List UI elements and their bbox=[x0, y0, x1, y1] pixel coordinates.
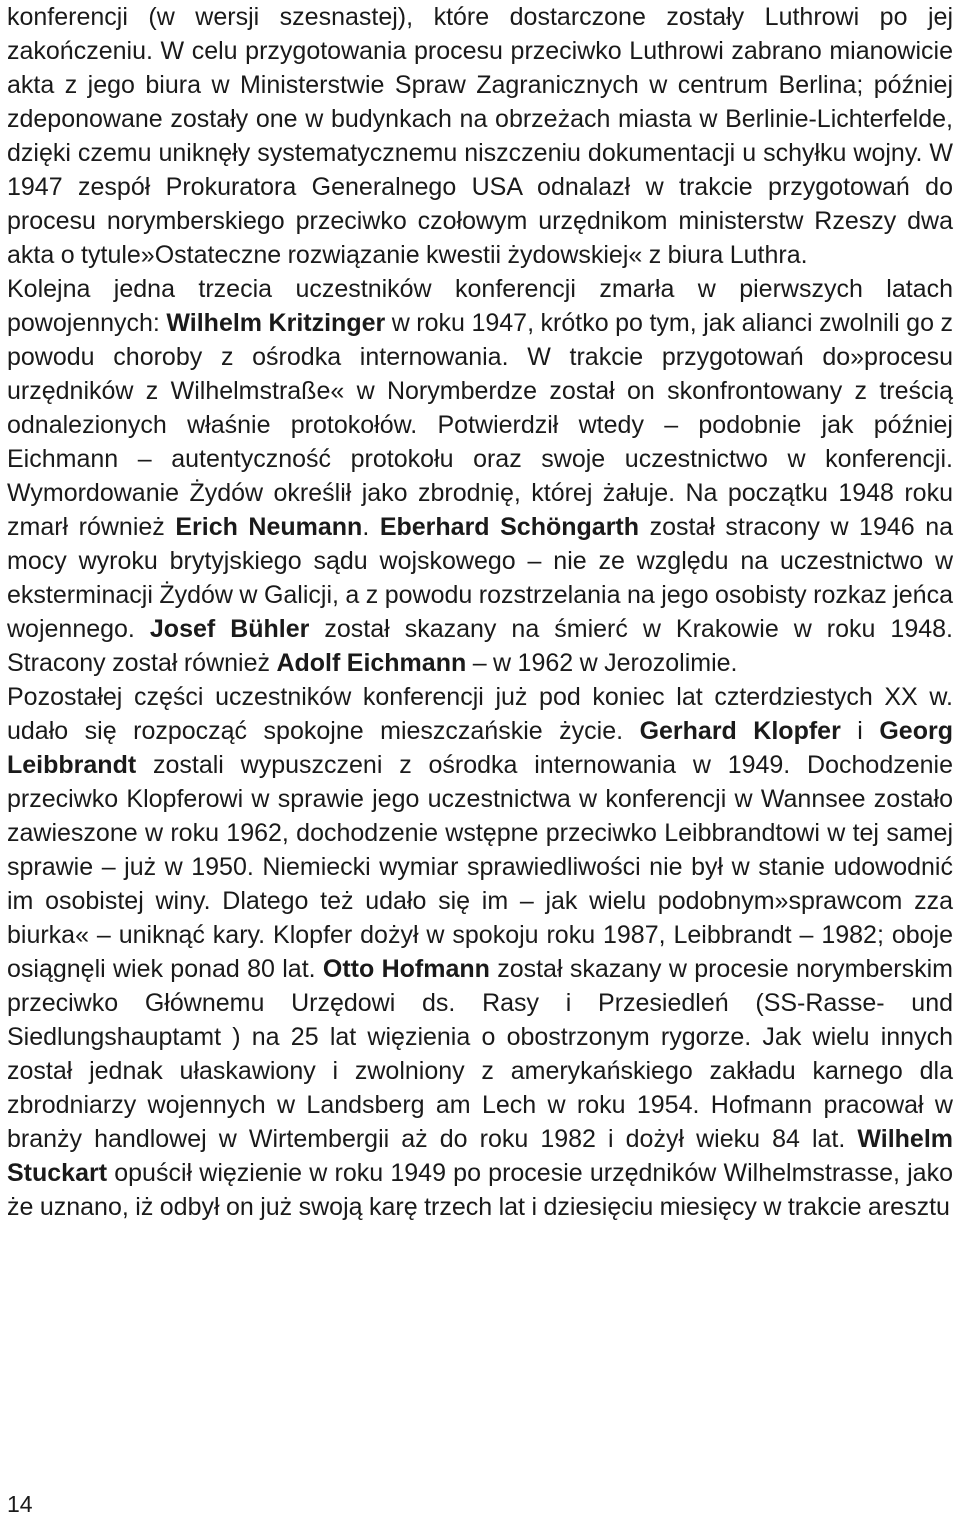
text-run: Pozostałej części uczestników konferencji już pod koniec lat czterdziestych XX w. udało się rozpocząć spokojne mieszczańskie życie. bbox=[7, 683, 953, 745]
bold-name: Wilhelm Stuckart bbox=[7, 1125, 953, 1187]
bold-name: Josef Bühler bbox=[149, 615, 310, 643]
bold-name: Gerhard Klopfer bbox=[639, 717, 841, 745]
text-run: został skazany na śmierć w Krakowie w roku 1948. Stracony został również bbox=[7, 615, 953, 677]
text-run: konferencji (w wersji szesnastej), które dostarczone zostały Luthrowi po jej zakończeniu. W celu przygotowania procesu przeciwko Luthrowi zabrano mianowicie akta z jego biura w Ministerstwie Spraw Zagranicznych w centrum Berlina; później zdeponowane zostały one w budynkach na obrzeżach miasta w Berlinie-Lichterfelde, dzięki czemu uniknęły systematycznemu niszczeniu dokumentacji u schyłku wojny. W 1947 zespół Prokuratora Generalnego USA odnalazł w trakcie przygotowań do procesu norymberskiego przeciwko czołowym urzędnikom ministerstw Rzeszy dwa akta o tytule»Ostateczne rozwiązanie kwestii żydowskiej« z biura Luthra. bbox=[7, 3, 953, 269]
bold-name: Eberhard Schöngarth bbox=[379, 513, 640, 541]
body-text bbox=[7, 0, 953, 1224]
text-run: w roku 1947, krótko po tym, jak alianci zwolnili go z powodu choroby z ośrodka internowania. W trakcie przygotowań do»procesu urzędników z Wilhelmstraße« w Norymberdze został on skonfrontowany z treścią odnalezionych właśnie protokołów. Potwierdził wtedy – podobnie jak później Eichmann – autentyczność protokołu oraz swoje uczestnictwo w konferencji. Wymordowanie Żydów określił jako zbrodnię, której żałuje. Na początku 1948 roku zmarł również bbox=[7, 309, 953, 541]
text-run: został stracony w 1946 na mocy wyroku brytyjskiego sądu wojskowego – nie ze względu na uczestnictwo w eksterminacji Żydów w Galicji, a z powodu rozstrzelania na jego osobisty rozkaz jeńca wojennego. bbox=[7, 513, 954, 643]
bold-name: Erich Neumann bbox=[175, 513, 363, 541]
bold-name: Otto Hofmann bbox=[322, 955, 490, 983]
paragraph-2 bbox=[7, 272, 953, 680]
bold-name: Wilhelm Kritzinger bbox=[166, 309, 386, 337]
text-run: zostali wypuszczeni z ośrodka internowania w 1949. Dochodzenie przeciwko Klopferowi w sprawie jego uczestnictwa w konferencji w Wannsee zostało zawieszone w roku 1962, dochodzenie wstępne przeciwko Leibbrandtowi w tej samej sprawie – już w 1950. Niemiecki wymiar sprawiedliwości nie był w stanie udowodnić im osobistej winy. Dlatego też udało się im – jak wielu podobnym»sprawcom zza biurka« – uniknąć kary. Klopfer dożył w spokoju roku 1987, Leibbrandt – 1982; oboje osiągnęli wiek ponad 80 lat. bbox=[7, 751, 953, 983]
bold-name: Georg Leibbrandt bbox=[7, 717, 953, 779]
text-run: i bbox=[840, 717, 880, 745]
text-run: Kolejna jedna trzecia uczestników konferencji zmarła w pierwszych latach powojennych: bbox=[7, 275, 953, 337]
document-page bbox=[7, 0, 953, 1224]
text-run: – w 1962 w Jerozolimie. bbox=[466, 649, 738, 677]
page-number: 14 bbox=[7, 1491, 33, 1517]
paragraph-3 bbox=[7, 680, 953, 1224]
text-run: opuścił więzienie w roku 1949 po procesie urzędników Wilhelmstrasse, jako że uznano, iż odbył on już swoją karę trzech lat i dziesięciu miesięcy w trakcie aresztu bbox=[7, 1159, 953, 1221]
text-run: został skazany w procesie norymberskim przeciwko Głównemu Urzędowi ds. Rasy i Przesiedleń (SS-Rasse- und Siedlungshauptamt ) na 25 lat więzienia o obostrzonym rygorze. Jak wielu innych został jednak ułaskawiony i zwolniony z amerykańskiego zakładu karnego dla zbrodniarzy wojennych w Landsberg am Lech w roku 1954. Hofmann pracował w branży handlowej w Wirtembergii aż do roku 1982 i dożył wieku 84 lat. bbox=[7, 955, 953, 1153]
paragraph-1 bbox=[7, 0, 953, 272]
bold-name: Adolf Eichmann bbox=[276, 649, 467, 677]
text-run: . bbox=[362, 513, 380, 541]
